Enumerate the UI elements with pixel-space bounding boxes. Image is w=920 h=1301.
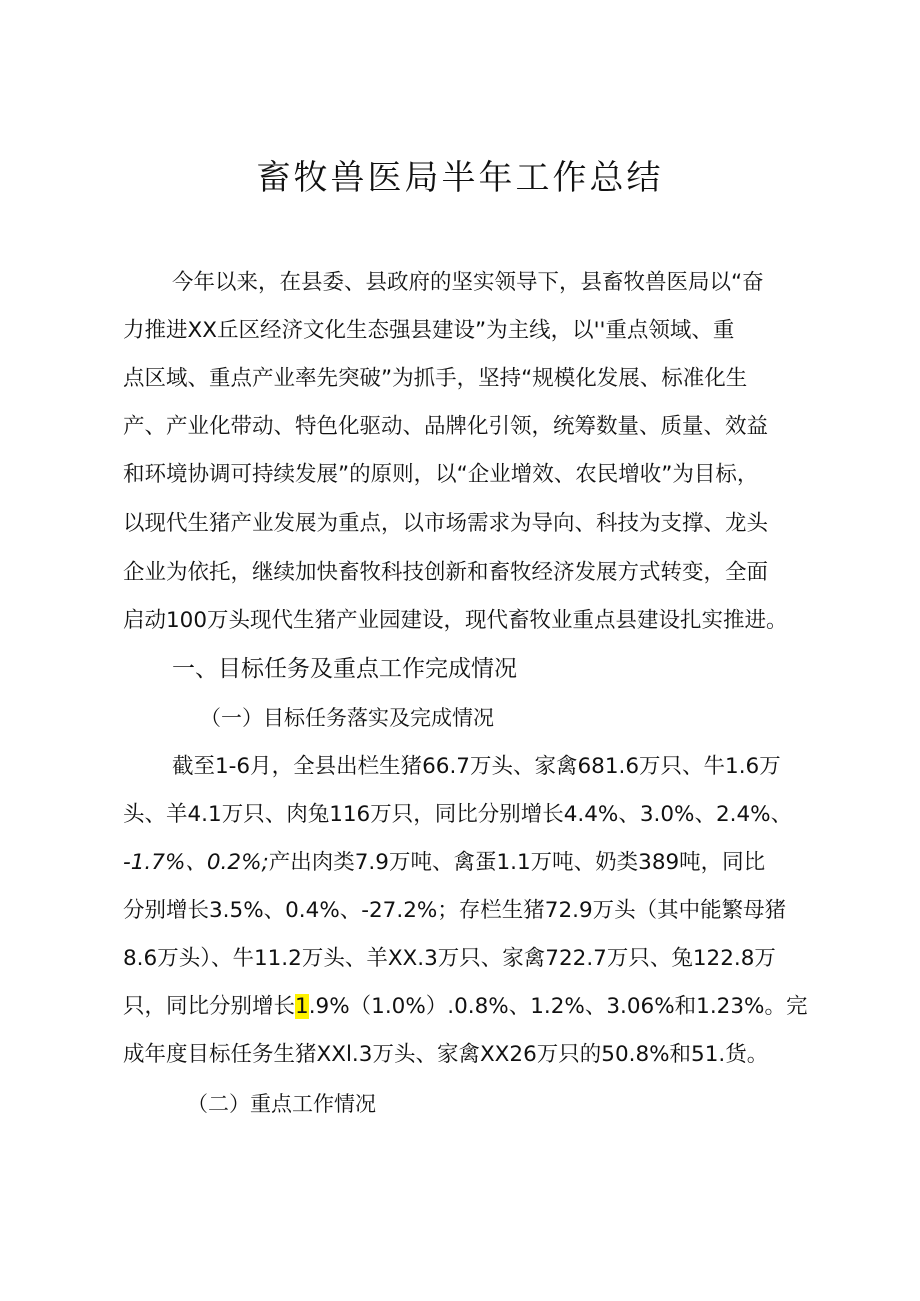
subsection-heading: （二）重点工作情况	[187, 1092, 376, 1116]
intro-line: 以现代生猪产业发展为重点，以市场需求为导向、科技为支撑、龙头	[123, 511, 769, 536]
section-heading: 一、目标任务及重点工作完成情况	[172, 656, 517, 682]
body-text: 产出肉类7.9万吨、禽蛋1.1万吨、奶类389吨，同比	[268, 850, 766, 875]
intro-line: 和环境协调可持续发展”的原则，以“企业增效、农民增收”为目标，	[123, 462, 759, 487]
intro-line: 产、产业化带动、特色化驱动、品牌化引领，统筹数量、质量、效益	[123, 414, 769, 439]
body-line: 截至1-6月，全县出栏生猪66.7万头、家禽681.6万只、牛1.6万	[172, 754, 781, 779]
body-line: 成年度目标任务生猪XXl.3万头、家禽XX26万只的50.8%和51.货。	[123, 1042, 769, 1067]
highlighted-digit: 1	[295, 994, 309, 1019]
body-text: .9%（1.0%）.0.8%、1.2%、3.06%和1.23%。完	[308, 994, 808, 1019]
subsection-heading: （一）目标任务落实及完成情况	[200, 706, 494, 730]
body-line	[123, 992, 807, 1022]
intro-line: 点区域、重点产业率先突破”为抓手，坚持“规模化发展、标准化生	[123, 366, 748, 391]
body-line: 8.6万头）、牛11.2万头、羊XX.3万只、家禽722.7万只、兔122.8万	[123, 946, 776, 971]
body-text: 只，同比分别增长	[123, 994, 296, 1019]
body-line: 分别增长3.5%、0.4%、-27.2%；存栏生猪72.9万头（其中能繁母猪	[123, 898, 787, 923]
italic-figures: -1.7%、0.2%;	[123, 850, 269, 875]
intro-line: 启动100万头现代生猪产业园建设，现代畜牧业重点县建设扎实推进。	[123, 608, 788, 633]
document-title: 畜牧兽医局半年工作总结	[256, 158, 664, 198]
intro-line: 力推进XX丘区经济文化生态强县建设”为主线，以''重点领域、重	[123, 318, 735, 343]
intro-line: 企业为依托，继续加快畜牧科技创新和畜牧经济发展方式转变，全面	[123, 560, 769, 585]
body-line: 头、羊4.1万只、肉兔116万只，同比分别增长4.4%、3.0%、2.4%、	[123, 802, 793, 827]
intro-line: 今年以来，在县委、县政府的坚实领导下，县畜牧兽医局以“奋	[172, 270, 764, 295]
body-line	[123, 848, 765, 878]
